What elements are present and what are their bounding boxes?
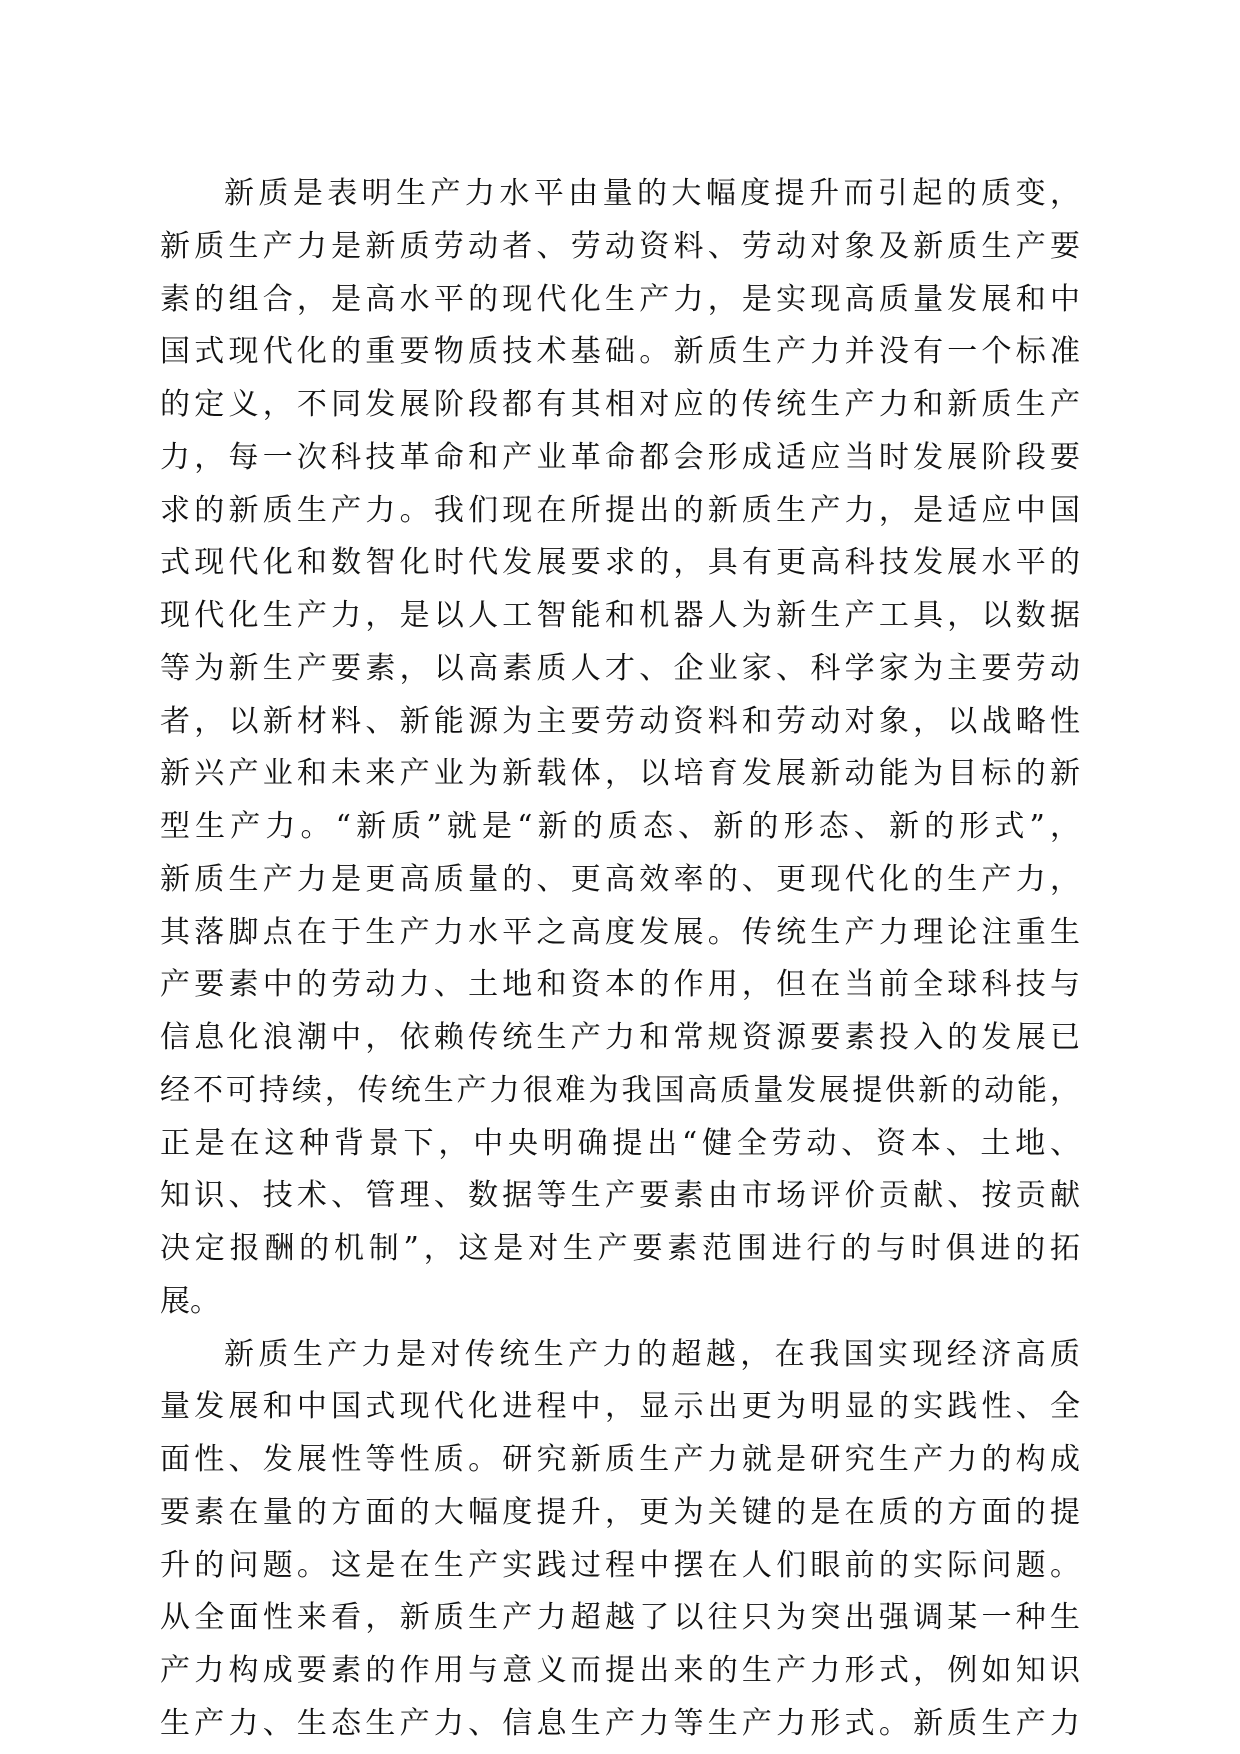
text-line: 新质生产力是更高质量的、更高效率的、更现代化的生产力， — [160, 861, 1080, 897]
text-line: 面性、发展性等性质。研究新质生产力就是研究生产力的构成 — [160, 1442, 1080, 1477]
text-line: 量发展和中国式现代化进程中，显示出更为明显的实践性、全 — [160, 1389, 1080, 1425]
text-line: 国式现代化的重要物质技术基础。新质生产力并没有一个标准 — [160, 334, 1080, 370]
text-line: 新兴产业和未来产业为新载体，以培育发展新动能为目标的新 — [160, 756, 1080, 792]
text-line: 升的问题。这是在生产实践过程中摆在人们眼前的实际问题。 — [160, 1547, 1080, 1583]
text-line: 素的组合，是高水平的现代化生产力，是实现高质量发展和中 — [160, 281, 1080, 317]
text-line: 产要素中的劳动力、土地和资本的作用，但在当前全球科技与 — [160, 967, 1080, 1003]
text-line: 现代化生产力，是以人工智能和机器人为新生产工具，以数据 — [160, 598, 1080, 633]
text-line: 的定义，不同发展阶段都有其相对应的传统生产力和新质生产 — [160, 387, 1080, 422]
text-line: 等为新生产要素，以高素质人才、企业家、科学家为主要劳动 — [160, 650, 1080, 686]
text-line: 新质生产力是新质劳动者、劳动资料、劳动对象及新质生产要 — [160, 228, 1080, 264]
text-line: 生产力、生态生产力、信息生产力等生产力形式。新质生产力 — [160, 1705, 1080, 1741]
text-line: 决定报酬的机制”，这是对生产要素范围进行的与时俱进的拓 — [160, 1231, 1080, 1266]
text-line: 经不可持续，传统生产力很难为我国高质量发展提供新的动能， — [160, 1072, 1080, 1108]
text-line: 信息化浪潮中，依赖传统生产力和常规资源要素投入的发展已 — [160, 1020, 1080, 1055]
paragraph-2 — [160, 1329, 1080, 1751]
text-line: 型生产力。“新质”就是“新的质态、新的形态、新的形式”， — [160, 809, 1080, 844]
text-line: 产力构成要素的作用与意义而提出来的生产力形式，例如知识 — [160, 1653, 1080, 1688]
document-body — [160, 168, 1080, 1751]
text-line: 者，以新材料、新能源为主要劳动资料和劳动对象，以战略性 — [160, 703, 1080, 739]
text-line: 力，每一次科技革命和产业革命都会形成适应当时发展阶段要 — [160, 439, 1080, 475]
text-line: 知识、技术、管理、数据等生产要素由市场评价贡献、按贡献 — [160, 1178, 1080, 1214]
paragraph-1 — [160, 168, 1080, 1329]
text-line: 新质是表明生产力水平由量的大幅度提升而引起的质变， — [224, 176, 1080, 211]
text-line: 求的新质生产力。我们现在所提出的新质生产力，是适应中国 — [160, 492, 1080, 528]
text-line: 展。 — [160, 1283, 220, 1319]
text-line: 新质生产力是对传统生产力的超越，在我国实现经济高质 — [224, 1336, 1080, 1372]
text-line: 要素在量的方面的大幅度提升，更为关键的是在质的方面的提 — [160, 1494, 1080, 1530]
text-line: 其落脚点在于生产力水平之高度发展。传统生产力理论注重生 — [160, 914, 1080, 950]
text-line: 正是在这种背景下，中央明确提出“健全劳动、资本、土地、 — [160, 1125, 1080, 1161]
text-line: 从全面性来看，新质生产力超越了以往只为突出强调某一种生 — [160, 1600, 1080, 1636]
text-line: 式现代化和数智化时代发展要求的，具有更高科技发展水平的 — [160, 545, 1080, 581]
